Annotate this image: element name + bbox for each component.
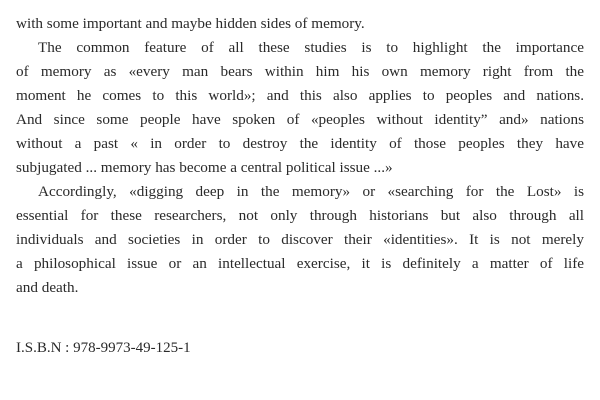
paragraph-line: essential for these researchers, not only through historians but also through all — [16, 207, 584, 224]
paragraph-line: moment he comes to this world»; and this also applies to peoples and nations. — [16, 87, 584, 104]
paragraph-line: of memory as «every man bears within him his own memory right from the — [16, 63, 584, 80]
paragraph-line: a philosophical issue or an intellectual exercise, it is definitely a matter of life — [16, 255, 584, 272]
paragraph-line: Accordingly, «digging deep in the memory» or «searching for the Lost» is — [38, 183, 584, 200]
isbn-number: I.S.B.N : 978-9973-49-125-1 — [16, 340, 191, 356]
paragraph-line: without a past « in order to destroy the identity of those peoples they have — [16, 135, 584, 152]
paragraph-line: individuals and societies in order to discover their «identities». It is not merely — [16, 231, 584, 248]
paragraph-line: subjugated ... memory has become a central political issue ...» — [16, 159, 393, 176]
text-body — [16, 12, 584, 300]
paragraph-line: with some important and maybe hidden sides of memory. — [16, 15, 365, 32]
paragraph-line: and death. — [16, 279, 79, 296]
paragraph-line: The common feature of all these studies is to highlight the importance — [38, 39, 584, 56]
paragraph-line: And since some people have spoken of «peoples without identity” and» nations — [16, 111, 584, 128]
